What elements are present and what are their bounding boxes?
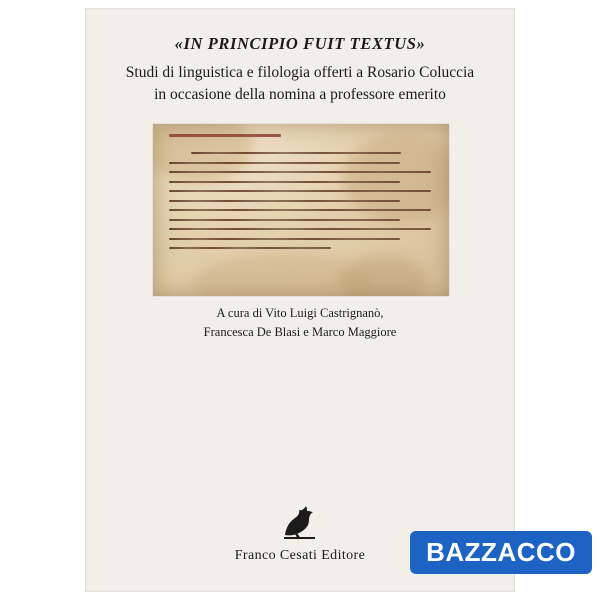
manuscript-rubric (169, 134, 281, 137)
page-title: «IN PRINCIPIO FUIT TEXTUS» (174, 34, 426, 53)
publisher-name: Franco Cesati Editore (234, 548, 366, 563)
book-cover (85, 8, 515, 592)
griffin-logo-icon (279, 502, 321, 542)
subtitle-line-1: Studi di linguistica e filologia offerti a Rosario Coluccia (125, 63, 475, 81)
editors-line-2: Francesca De Blasi e Marco Maggiore (203, 325, 397, 340)
title-block (85, 34, 515, 107)
manuscript-image (153, 124, 449, 296)
editors-block (85, 304, 515, 343)
cover-inner (85, 8, 515, 592)
editors-line-1: A cura di Vito Luigi Castrignanò, (216, 306, 384, 320)
watermark-badge: BAZZACCO (410, 531, 592, 574)
subtitle-line-2: in occasione della nomina a professore emerito (154, 86, 446, 104)
manuscript-text-lines (169, 152, 431, 262)
